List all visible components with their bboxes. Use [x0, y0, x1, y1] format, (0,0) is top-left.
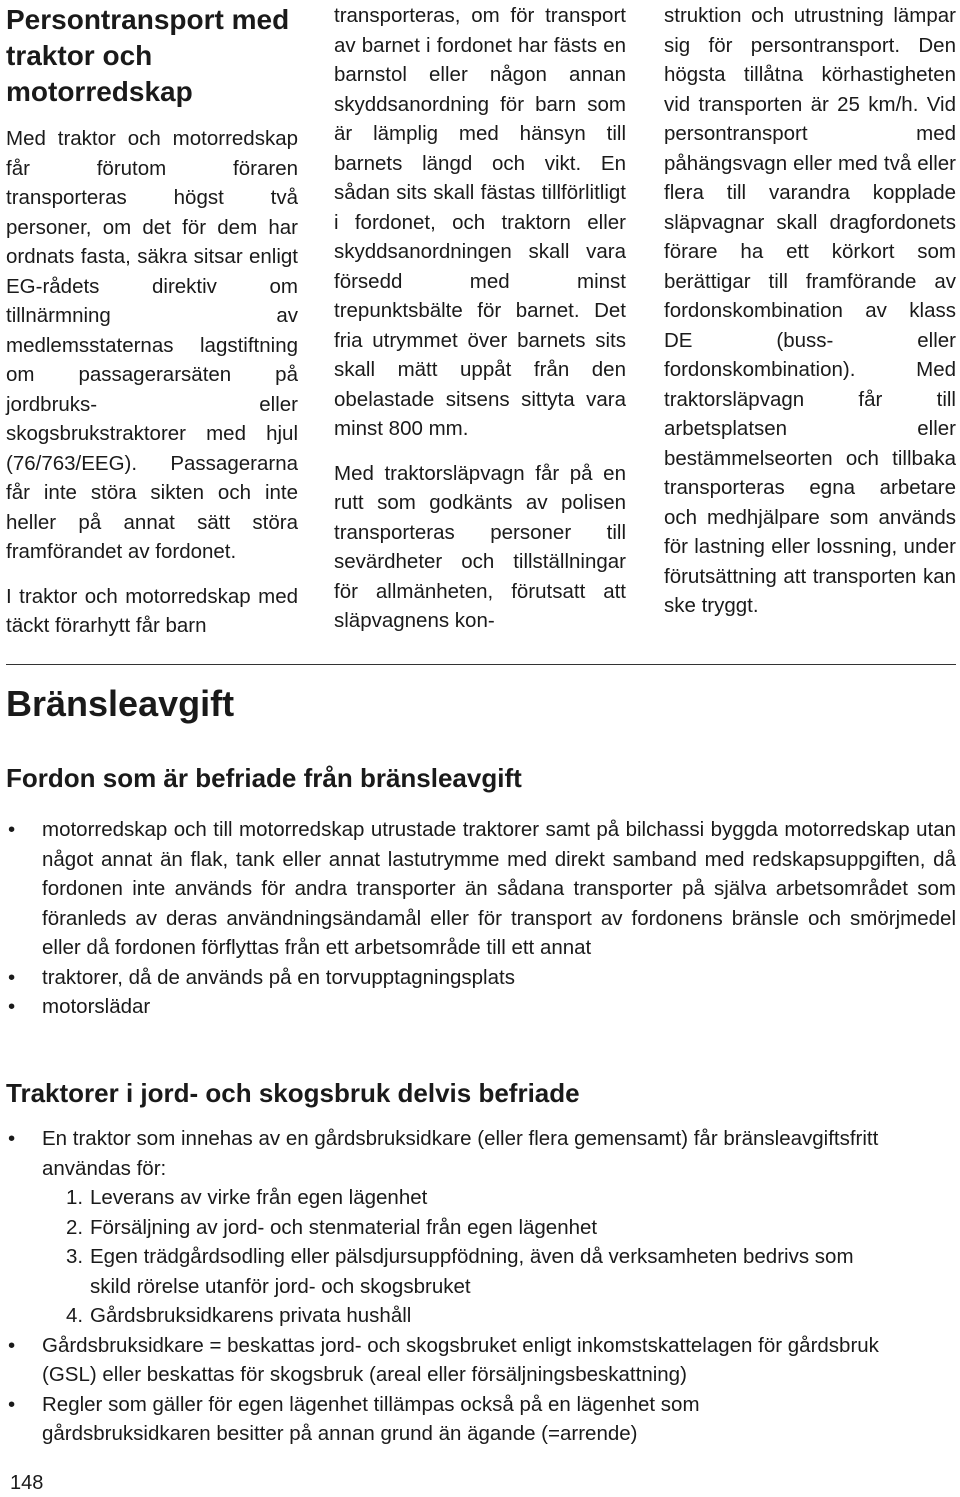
three-column-section [6, 0, 956, 652]
section-divider [6, 664, 956, 665]
item-number: 3. [66, 1245, 84, 1268]
exempt-vehicles-list [6, 815, 956, 1022]
bullet-icon: • [8, 1333, 16, 1357]
list-item-text: traktorer, då de används på en torvupptagningsplats [42, 965, 515, 989]
item-text: Leverans av virke från egen lägenhet [90, 1186, 428, 1209]
paragraph: transporteras, om för transport av barnet i fordonet har fästs en barnstol eller någon annan skyddsanordning för barn som är lämplig med hänsyn till barnets längd och vikt. En sådan sits skall fästas tillförlitligt i fordonet, och traktorn eller skyddsanordningen skall vara försedd med minst trepunktsbälte för barnet. Det fria utrymmet över barnets sits skall mätt uppåt från den obelastade sitsens sittyta vara minst 800 mm. [334, 4, 626, 440]
numbered-item [6, 1301, 956, 1331]
column-1 [6, 2, 298, 656]
item-text: Egen trädgårdsodling eller pälsdjursuppfödning, även då verksamheten bedrivs som skild rörelse utanför jord- och skogsbruket [90, 1245, 854, 1298]
section-title-persontransport: Persontransport med traktor och motorredskap [6, 4, 290, 107]
numbered-item [6, 1242, 956, 1301]
item-number: 4. [66, 1304, 84, 1327]
paragraph: Med traktor och motorredskap får förutom föraren transporteras högst två personer, om det för dem har ordnats fasta, säkra sitsar enligt EG-rådets direktiv om tillnärmning av medlemsstaternas lagstiftning om passagerarsäten på jordbruks- eller skogsbrukstraktorer med hjul (76/763/EEG). Passagerarna får inte störa sikten och inte heller på annat sätt störa framförandet av fordonet. [6, 127, 298, 563]
partially-exempt-list [6, 1124, 956, 1449]
list-item [6, 1390, 956, 1449]
paragraph: struktion och utrustning lämpar sig för persontransport. Den högsta tillåtna körhastigheten vid transporten är 25 km/h. Vid persontransport med påhängsvagn eller med två eller flera till varandra kopplade släpvagnar skall dragfordonets förare ha ett körkort som berättigar till framförande av fordonskombination av klass DE (buss- eller fordonskombination). Med traktorsläpvagn får till arbetsplatsen eller bestämmelseorten och tillbaka transporteras egna arbetare och medhjälpare som används för lastning eller lossning, under förutsättning att transporten kan ske tryggt. [664, 4, 956, 617]
section-title-bransleavgift: Bränsleavgift [6, 683, 235, 724]
list-item [6, 815, 956, 963]
paragraph: I traktor och motorredskap med täckt förarhytt får barn [6, 584, 298, 637]
item-text: Försäljning av jord- och stenmaterial från egen lägenhet [90, 1215, 598, 1239]
list-item [6, 963, 956, 993]
bullet-icon: • [8, 1127, 16, 1150]
list-item-text: motorslädar [42, 995, 151, 1018]
list-item [6, 1124, 956, 1331]
subsection-title-befriade: Fordon som är befriade från bränsleavgift [6, 763, 522, 793]
list-item [6, 1331, 956, 1390]
subsection-title-delvis-befriade: Traktorer i jord- och skogsbruk delvis befriade [6, 1078, 580, 1108]
item-number: 2. [66, 1215, 84, 1239]
item-number: 1. [66, 1186, 84, 1209]
item-text: Gårdsbruksidkarens privata hushåll [90, 1304, 412, 1327]
list-item-text: En traktor som innehas av en gårdsbruksidkare (eller flera gemensamt) får bränsleavgiftsfritt användas för: [42, 1127, 879, 1180]
numbered-item [6, 1213, 956, 1243]
paragraph: Med traktorsläpvagn får på en rutt som godkänts av polisen transporteras personer till sevärdheter och tillställningar för allmänheten, förutsatt att släpvagnens kon- [334, 461, 626, 632]
list-item-text: Gårdsbruksidkare = beskattas jord- och skogsbruket enligt inkomstskattelagen för gårdsbruk (GSL) eller beskattas för skogsbruk (areal eller försäljningsbeskattning) [42, 1333, 879, 1386]
numbered-list [42, 1183, 956, 1331]
bullet-icon: • [8, 1392, 16, 1416]
numbered-item [6, 1183, 956, 1213]
bullet-icon: • [8, 965, 16, 989]
list-item [6, 992, 956, 1022]
column-2 [334, 1, 626, 651]
column-3 [664, 1, 956, 636]
page-number: 148 [10, 1472, 44, 1494]
bullet-icon: • [8, 995, 16, 1018]
list-item-text: motorredskap och till motorredskap utrustade traktorer samt på bilchassi byggda motorredskap utan något annat än flak, tank eller annat lastutrymme med direkt samband med redskapsuppgiften, då fordonen inte används för andra transporter än sådana transporter på själva arbetsområdet som föranleds av deras användningsändamål eller för transport av fordonens bränsle och smörjmedel eller då fordonen förflyttas från ett arbetsområde till ett annat [42, 818, 956, 959]
list-item-text: Regler som gäller för egen lägenhet tillämpas också på en lägenhet som gårdsbruksidkaren besitter på annan grund än ägande (=arrende) [42, 1392, 700, 1445]
bullet-icon: • [8, 818, 16, 841]
